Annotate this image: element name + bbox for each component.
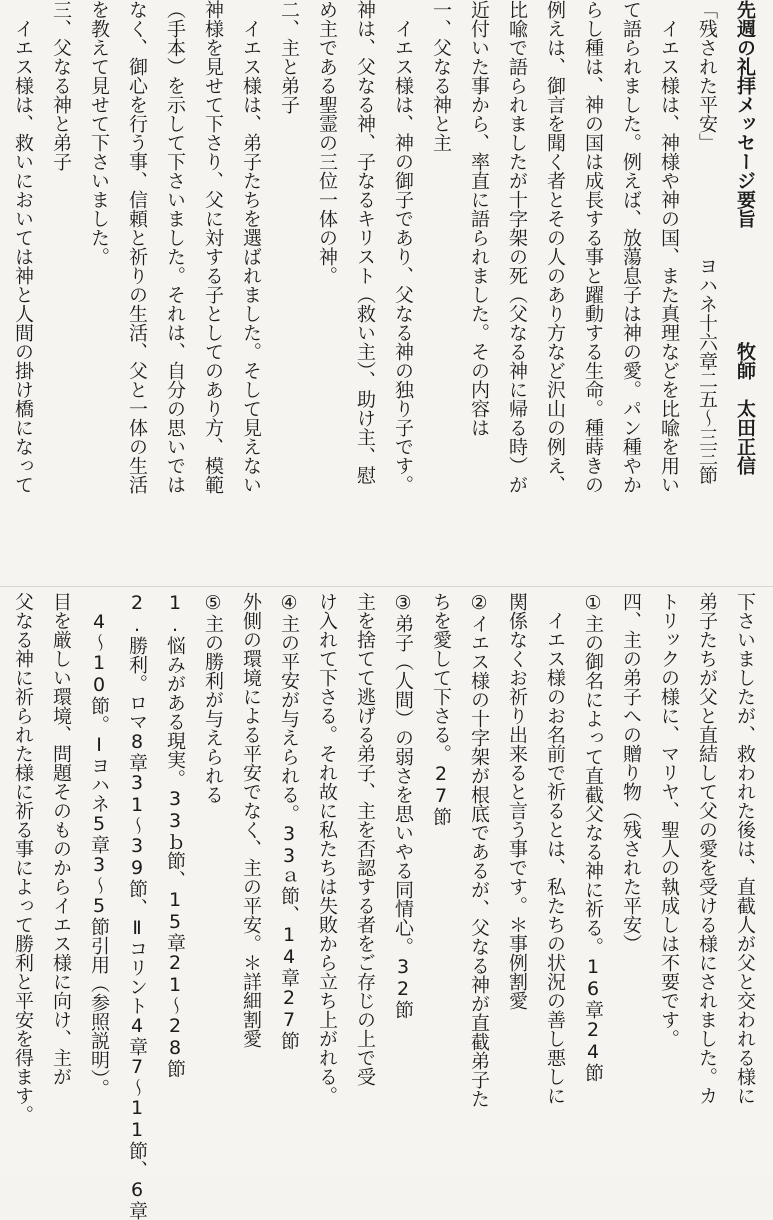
lower-column: 4～10節。Ⅰヨハネ5章3～5節引用（参照説明）。 xyxy=(88,592,110,1098)
lower-column: 下さいましたが、救われた後は、直截人が父と交われる様に xyxy=(734,592,756,1105)
upper-column: 近付いた事から、率直に語られました。その内容は xyxy=(468,0,490,437)
upper-column: （手本）を示して下さいました。それは、自分の思いでは xyxy=(164,0,186,494)
upper-column: 三、父なる神と弟子 xyxy=(50,0,72,171)
lower-column: トリックの様に、マリヤ、聖人の執成しは不要です。 xyxy=(658,592,680,1048)
upper-column: て語られました。例えば、放蕩息子は神の愛。パン種やか xyxy=(620,0,642,494)
upper-column: 神様を見せて下さり、父に対する子としてのあり方、模範 xyxy=(202,0,224,494)
upper-column: イエス様は、神様や神の国、また真理などを比喩を用い xyxy=(658,0,680,494)
lower-column: ③弟子（人間）の弱さを思いやる同情心。32節 xyxy=(392,592,414,1019)
upper-column: 「残された平安」 ヨハネ十六章二五～三三節 xyxy=(696,0,718,485)
lower-column: 主を捨てて逃げる弟子、主を否認する者をご存じの上で受 xyxy=(354,592,376,1086)
lower-column: 関係なくお祈り出来ると言う事です。＊事例割愛 xyxy=(506,592,528,1010)
lower-column: 四、主の弟子への贈り物（残された平安） xyxy=(620,592,642,953)
lower-column: イエス様のお名前で祈るとは、私たちの状況の善し悪しに xyxy=(544,592,566,1105)
upper-column: め主である聖霊の三位一体の神。 xyxy=(316,0,338,285)
lower-column: 父なる神に祈られた様に祈る事によって勝利と平安を得ます。 xyxy=(12,592,34,1124)
lower-column: け入れて下さる。それ故に私たちは失敗から立ち上がれる。 xyxy=(316,592,338,1105)
upper-column: らし種は、神の国は成長する事と躍動する生命。種蒔きの xyxy=(582,0,604,494)
block-divider xyxy=(0,586,773,587)
lower-column: ②イエス様の十字架が根底であるが、父なる神が直截弟子た xyxy=(468,592,490,1108)
upper-column: イエス様は、救いにおいては神と人間の掛け橋になって xyxy=(12,0,34,494)
upper-column: を教えて見せて下さいました。 xyxy=(88,0,110,266)
lower-column: ④主の平安が与えられる。33ａ節、14章27節 xyxy=(278,592,300,1050)
lower-column: ちを愛して下さる。27節 xyxy=(430,592,452,826)
lower-column: 外側の環境による平安でなく、主の平安。＊詳細割愛 xyxy=(240,592,262,1048)
lower-column: ①主の御名によって直截父なる神に祈る。16章24節 xyxy=(582,592,604,1082)
upper-column: 一、父なる神と主 xyxy=(430,0,452,152)
upper-column: なく、御心を行う事、信頼と祈りの生活、父と一体の生活 xyxy=(126,0,148,494)
lower-column: 2.勝利。ロマ8章31～39節、Ⅱコリント4章7～11節、6章 xyxy=(126,592,148,1220)
upper-column: 例えは、御言を聞く者とその人のあり方など沢山の例え、 xyxy=(544,0,566,494)
upper-column: 二、主と弟子 xyxy=(278,0,300,114)
lower-column: 1.悩みがある現実。33ｂ節、15章21～28節 xyxy=(164,592,186,1078)
upper-column: イエス様は、弟子たちを選ばれました。そして見えない xyxy=(240,0,262,494)
upper-column: 先週の礼拝メッセージ要旨 牧師 太田正信 xyxy=(734,0,756,475)
lower-column: 弟子たちが父と直結して父の愛を受ける様にされました。カ xyxy=(696,592,718,1105)
lower-column: ⑤主の勝利が与えられる xyxy=(202,592,224,804)
upper-column: 比喩で語られましたが十字架の死（父なる神に帰る時）が xyxy=(506,0,528,494)
upper-column: イエス様は、神の御子であり、父なる神の独り子です。 xyxy=(392,0,414,494)
upper-column: 神は、父なる神、子なるキリスト（救い主）、助け主、慰 xyxy=(354,0,376,485)
lower-column: 目を厳しい環境、問題そのものからイエス様に向け、主が xyxy=(50,592,72,1086)
